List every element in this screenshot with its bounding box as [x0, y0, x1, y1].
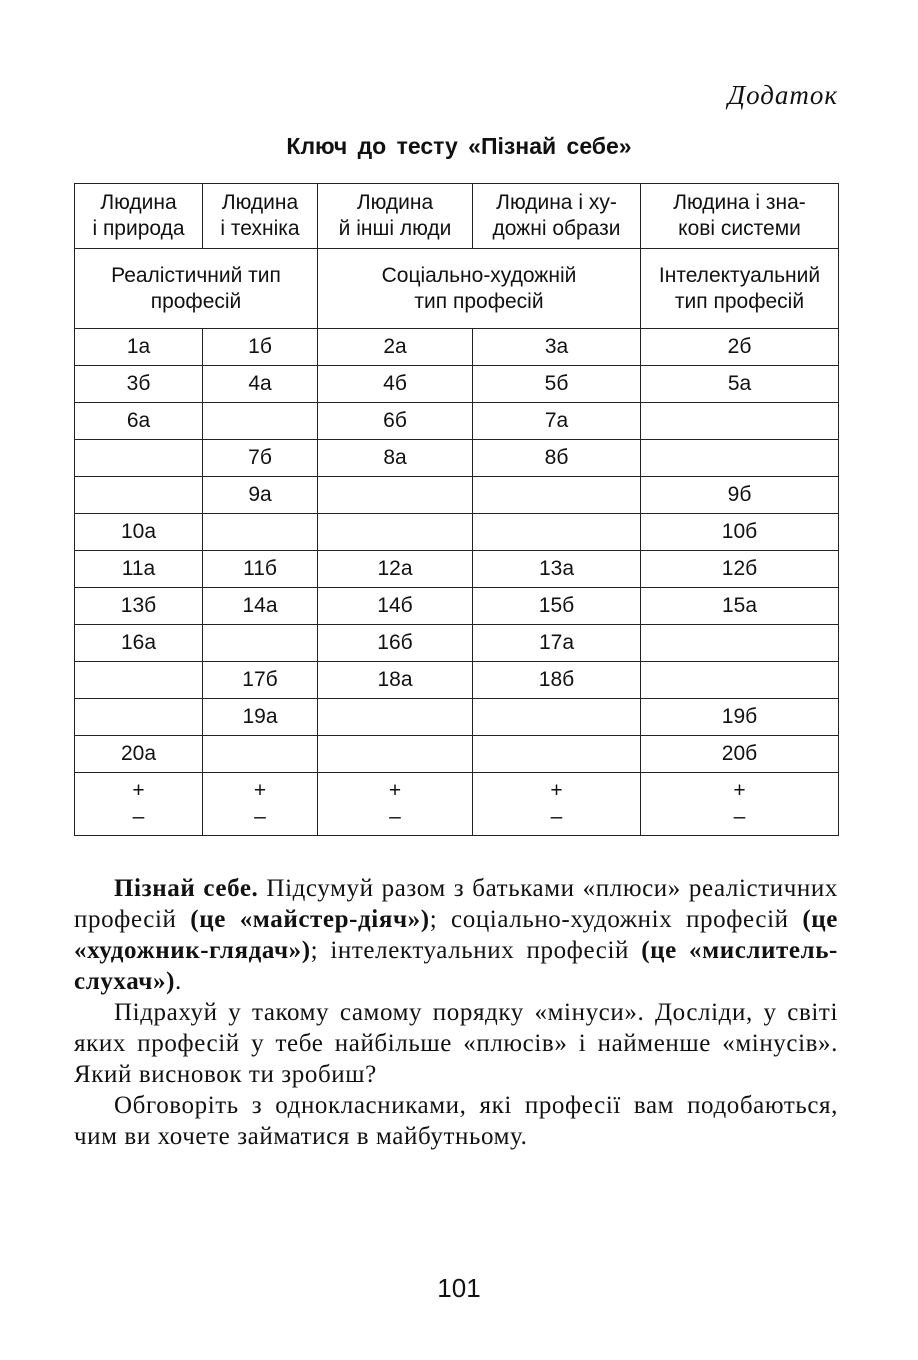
plus-minus-cell: + –	[75, 773, 203, 836]
table-row	[75, 699, 839, 736]
paragraph-3: Обговоріть з однокласниками, які професії вам подобаються, чим ви хочете займатися в майбутньому.	[74, 1092, 838, 1150]
table-cell	[75, 699, 203, 736]
table-cell: 7б	[203, 440, 318, 477]
table-row	[75, 736, 839, 773]
table-cell: 10а	[75, 514, 203, 551]
table-cell	[641, 440, 839, 477]
table-cell: 17б	[203, 662, 318, 699]
table-cell: 3б	[75, 366, 203, 403]
page-title: Ключ до тесту «Пізнай себе»	[286, 133, 632, 159]
table-cell: 15б	[473, 588, 641, 625]
table-cell: 9а	[203, 477, 318, 514]
plus-minus-cell: + –	[473, 773, 641, 836]
group-header-social-artistic: Соціально-художній тип професій	[318, 249, 641, 329]
table-cell	[473, 736, 641, 773]
table-cell: 8б	[473, 440, 641, 477]
table-cell: 14б	[318, 588, 473, 625]
table-cell: 12а	[318, 551, 473, 588]
table-cell: 1а	[75, 329, 203, 366]
column-header: Людина і техніка	[203, 184, 318, 249]
table-cell: 17а	[473, 625, 641, 662]
table-row	[75, 514, 839, 551]
table-cell: 4б	[318, 366, 473, 403]
table-cell: 2а	[318, 329, 473, 366]
table-row	[75, 662, 839, 699]
table-row	[75, 477, 839, 514]
plus-minus-row	[75, 773, 839, 836]
table-cell: 6а	[75, 403, 203, 440]
table-cell: 15а	[641, 588, 839, 625]
group-header-row	[75, 249, 839, 329]
group-header-realistic: Реалістичний тип професій	[75, 249, 318, 329]
table-cell: 7а	[473, 403, 641, 440]
table-cell	[473, 514, 641, 551]
page-number: 101	[437, 1273, 481, 1303]
table-row	[75, 588, 839, 625]
table-cell	[203, 736, 318, 773]
answer-key-table	[74, 183, 839, 836]
table-row	[75, 403, 839, 440]
table-cell: 2б	[641, 329, 839, 366]
group-header-intellectual: Інтелектуальний тип професій	[641, 249, 839, 329]
table-cell: 3а	[473, 329, 641, 366]
table-cell: 10б	[641, 514, 839, 551]
table-cell: 12б	[641, 551, 839, 588]
table-cell	[203, 403, 318, 440]
table-cell	[318, 514, 473, 551]
column-header-row	[75, 184, 839, 249]
table-cell: 19а	[203, 699, 318, 736]
table-cell: 19б	[641, 699, 839, 736]
table-cell: 20б	[641, 736, 839, 773]
table-row	[75, 625, 839, 662]
table-cell: 9б	[641, 477, 839, 514]
table-cell	[318, 699, 473, 736]
table-cell	[75, 440, 203, 477]
table-cell: 20а	[75, 736, 203, 773]
table-row	[75, 551, 839, 588]
table-cell: 14а	[203, 588, 318, 625]
table-cell: 16б	[318, 625, 473, 662]
table-cell: 11а	[75, 551, 203, 588]
data-rows	[75, 329, 839, 773]
table-cell	[641, 625, 839, 662]
paragraph-lead: Пізнай себе.	[114, 875, 259, 902]
column-header: Людина і зна- кові системи	[641, 184, 839, 249]
table-cell	[203, 625, 318, 662]
column-header: Людина і ху- дожні образи	[473, 184, 641, 249]
table-cell	[75, 662, 203, 699]
table-row	[75, 329, 839, 366]
table-cell	[641, 403, 839, 440]
table-cell: 8а	[318, 440, 473, 477]
table-row	[75, 366, 839, 403]
table-cell: 18б	[473, 662, 641, 699]
instructions-text	[74, 873, 838, 1152]
supplement-label: Додаток	[727, 80, 838, 110]
table-cell: 13б	[75, 588, 203, 625]
table-cell	[318, 477, 473, 514]
table-cell: 16а	[75, 625, 203, 662]
table-row	[75, 440, 839, 477]
column-header: Людина і природа	[75, 184, 203, 249]
table-cell: 1б	[203, 329, 318, 366]
table-cell	[473, 699, 641, 736]
table-cell	[641, 662, 839, 699]
plus-minus-cell: + –	[318, 773, 473, 836]
table-cell: 6б	[318, 403, 473, 440]
table-cell: 5а	[641, 366, 839, 403]
paragraph-2: Підрахуй у такому самому порядку «мінуси». Досліди, у світі яких професій у тебе найбільше «плюсів» і найменше «мінусів». Який висновок ти зробиш?	[74, 999, 838, 1088]
table-cell	[75, 477, 203, 514]
column-header: Людина й інші люди	[318, 184, 473, 249]
table-cell: 11б	[203, 551, 318, 588]
table-cell	[318, 736, 473, 773]
table-cell	[473, 477, 641, 514]
table-cell: 5б	[473, 366, 641, 403]
table-cell: 13а	[473, 551, 641, 588]
plus-minus-cell: + –	[203, 773, 318, 836]
table-cell: 4а	[203, 366, 318, 403]
paragraph-1: Пізнай себе. Підсумуй разом з батьками «плюси» реалістичних професій (це «майстер-діяч»); соціально-художніх професій (це «художник-глядач»); інтелектуальних професій (це «мислитель-слухач»).	[74, 875, 838, 995]
table-cell: 18а	[318, 662, 473, 699]
table-cell	[203, 514, 318, 551]
plus-minus-cell: + –	[641, 773, 839, 836]
